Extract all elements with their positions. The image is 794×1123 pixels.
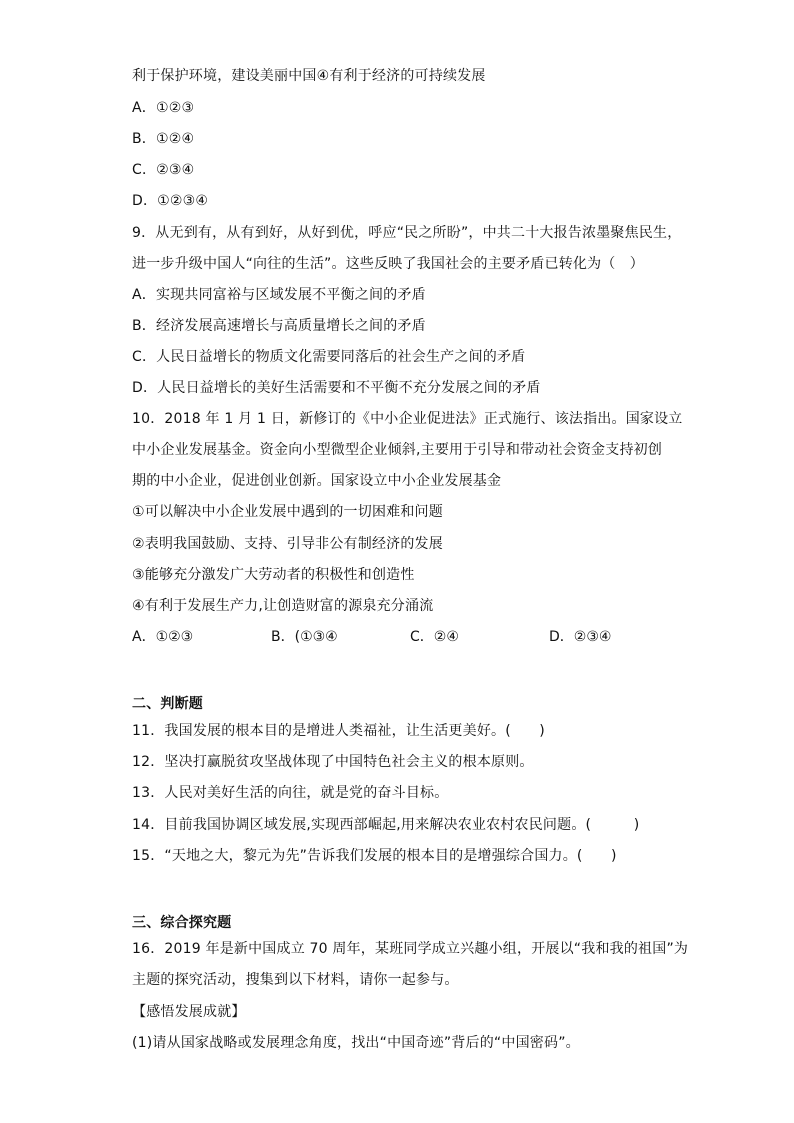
q10-stem-line2: 中小企业发展基金。资金向小型微型企业倾斜,主要用于引导和带动社会资金支持初创 xyxy=(132,442,663,458)
q9-option-d: D．人民日益增长的美好生活需要和不平衡不充分发展之间的矛盾 xyxy=(132,380,541,396)
q10-statement-2: ②表明我国鼓励、支持、引导非公有制经济的发展 xyxy=(132,536,443,552)
q10-option-d: D．②③④ xyxy=(549,629,612,645)
q9-option-a: A．实现共同富裕与区域发展不平衡之间的矛盾 xyxy=(132,287,426,303)
q10-statement-4: ④有利于发展生产力,让创造财富的源泉充分涌流 xyxy=(132,598,434,614)
q8-option-d: D．①②③④ xyxy=(132,193,209,209)
q10-statement-3: ③能够充分激发广大劳动者的积极性和创造性 xyxy=(132,567,415,583)
q8-option-c: C．②③④ xyxy=(132,162,195,178)
section-heading-inquiry: 三、综合探究题 xyxy=(132,915,232,931)
q16-stem-line1: 16．2019 年是新中国成立 70 周年，某班同学成立兴趣小组，开展以“我和我的祖国”为 xyxy=(132,941,689,957)
q8-stem-tail: 利于保护环境，建设美丽中国④有利于经济的可持续发展 xyxy=(132,68,486,84)
q8-option-a: A．①②③ xyxy=(132,100,195,116)
q16-stem-line2: 主题的探究活动，搜集到以下材料，请你一起参与。 xyxy=(132,972,459,988)
q13: 13．人民对美好生活的向往，就是党的奋斗目标。 xyxy=(132,785,449,801)
q10-option-b: B．(①③④ xyxy=(271,629,338,645)
q12: 12．坚决打赢脱贫攻坚战体现了中国特色社会主义的根本原则。 xyxy=(132,754,534,770)
q14: 14．目前我国协调区域发展,实现西部崛起,用来解决农业农村农民问题。( ) xyxy=(132,817,640,833)
q10-stem-line1: 10．2018 年 1 月 1 日，新修订的《中小企业促进法》正式施行、该法指出。国家设立 xyxy=(132,411,683,427)
q10-option-c: C．②④ xyxy=(410,629,459,645)
q9-stem-line1: 9．从无到有，从有到好，从好到优，呼应“民之所盼”，中共二十大报告浓墨聚焦民生， xyxy=(132,225,682,241)
q10-stem-line3: 期的中小企业，促进创业创新。国家设立中小企业发展基金 xyxy=(132,473,502,489)
q10-statement-1: ①可以解决中小企业发展中遇到的一切困难和问题 xyxy=(132,504,443,520)
q10-option-a: A．①②③ xyxy=(132,629,194,645)
q10-options xyxy=(132,627,692,647)
q16-subheading: 【感悟发展成就】 xyxy=(132,1004,246,1020)
q15: 15．“天地之大，黎元为先”告诉我们发展的根本目的是增强综合国力。( ) xyxy=(132,848,617,864)
q16-part1: (1)请从国家战略或发展理念角度，找出“中国奇迹”背后的“中国密码”。 xyxy=(132,1035,580,1051)
q8-option-b: B．①②④ xyxy=(132,131,195,147)
q9-option-c: C．人民日益增长的物质文化需要同落后的社会生产之间的矛盾 xyxy=(132,349,526,365)
q11: 11．我国发展的根本目的是增进人类福祉，让生活更美好。( ) xyxy=(132,723,545,739)
q9-stem-line2: 进一步升级中国人“向往的生活”。这些反映了我国社会的主要矛盾已转化为（ ） xyxy=(132,256,644,272)
section-heading-judgment: 二、判断题 xyxy=(132,696,203,712)
q9-option-b: B．经济发展高速增长与高质量增长之间的矛盾 xyxy=(132,318,426,334)
